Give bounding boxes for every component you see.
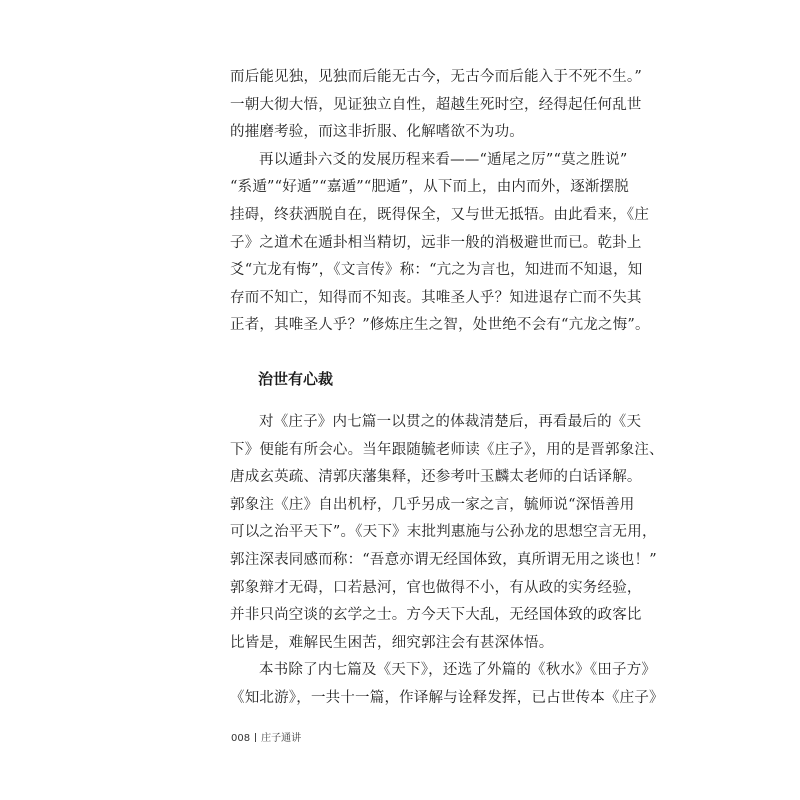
text-line: 的摧磨考验，而这非折服、化解嗜欲不为功。 <box>230 124 524 141</box>
footer-separator <box>255 733 256 742</box>
text-line: 可以之治平天下”。《天下》末批判惠施与公孙龙的思想空言无用， <box>230 524 657 541</box>
book-title: 庄子通讲 <box>261 733 302 744</box>
section-heading: 治世有心裁 <box>258 370 334 388</box>
page-footer <box>231 732 301 746</box>
text-line: 爻“亢龙有悔”，《文言传》称：“亢之为言也，知进而不知退，知 <box>230 262 643 279</box>
text-line: 《知北游》，一共十一篇，作译解与诠释发挥，已占世传本《庄子》 <box>230 689 664 706</box>
text-line: 下》便能有所会心。当年跟随毓老师读《庄子》，用的是晋郭象注、 <box>230 441 664 458</box>
text-line: 郭注深表同感而称：“吾意亦谓无经国体致，真所谓无用之谈也！” <box>230 551 657 568</box>
page-number: 008 <box>231 733 251 744</box>
text-line: 而后能见独，见独而后能无古今，无古今而后能入于不死不生。” <box>230 69 642 85</box>
section-2-body <box>230 409 664 713</box>
section-1-body <box>230 64 650 340</box>
text-line: 郭象辩才无碍，口若悬河，官也做得不小，有从政的实务经验， <box>230 579 642 596</box>
text-line: 郭象注《庄》自出机杼，几乎另成一家之言，毓师说“深悟善用 <box>230 496 635 513</box>
text-line: 正者，其唯圣人乎？”修炼庄生之智，处世绝不会有“亢龙之悔”。 <box>230 317 650 334</box>
text-line: 存而不知亡，知得而不知丧。其唯圣人乎？知进退存亡而不失其 <box>230 289 642 306</box>
text-line: 本书除了内七篇及《天下》，还选了外篇的《秋水》《田子方》 <box>259 662 657 679</box>
text-line: 唐成玄英疏、清郭庆藩集释，还参考叶玉麟太老师的白话译解。 <box>230 469 642 486</box>
text-line: 子》之道术在遁卦相当精切，远非一般的消极避世而已。乾卦上 <box>230 234 642 251</box>
text-line: 对《庄子》内七篇一以贯之的体裁清楚后，再看最后的《天 <box>259 414 642 430</box>
text-line: “系遁”“好遁”“嘉遁”“肥遁”，从下而上，由内而外，逐渐摆脱 <box>230 179 630 196</box>
text-line: 一朝大彻大悟，见证独立自性，超越生死时空，经得起任何乱世 <box>230 96 642 113</box>
text-line: 挂碍，终获洒脱自在，既得保全，又与世无抵牾。由此看来，《庄 <box>230 206 650 223</box>
text-line: 并非只尚空谈的玄学之士。方今天下大乱，无经国体致的政客比 <box>230 607 642 624</box>
text-line: 比皆是，难解民生困苦，细究郭注会有甚深体悟。 <box>230 634 554 651</box>
text-line: 再以遁卦六爻的发展历程来看——“遁尾之厉”“莫之胜说” <box>259 151 628 168</box>
